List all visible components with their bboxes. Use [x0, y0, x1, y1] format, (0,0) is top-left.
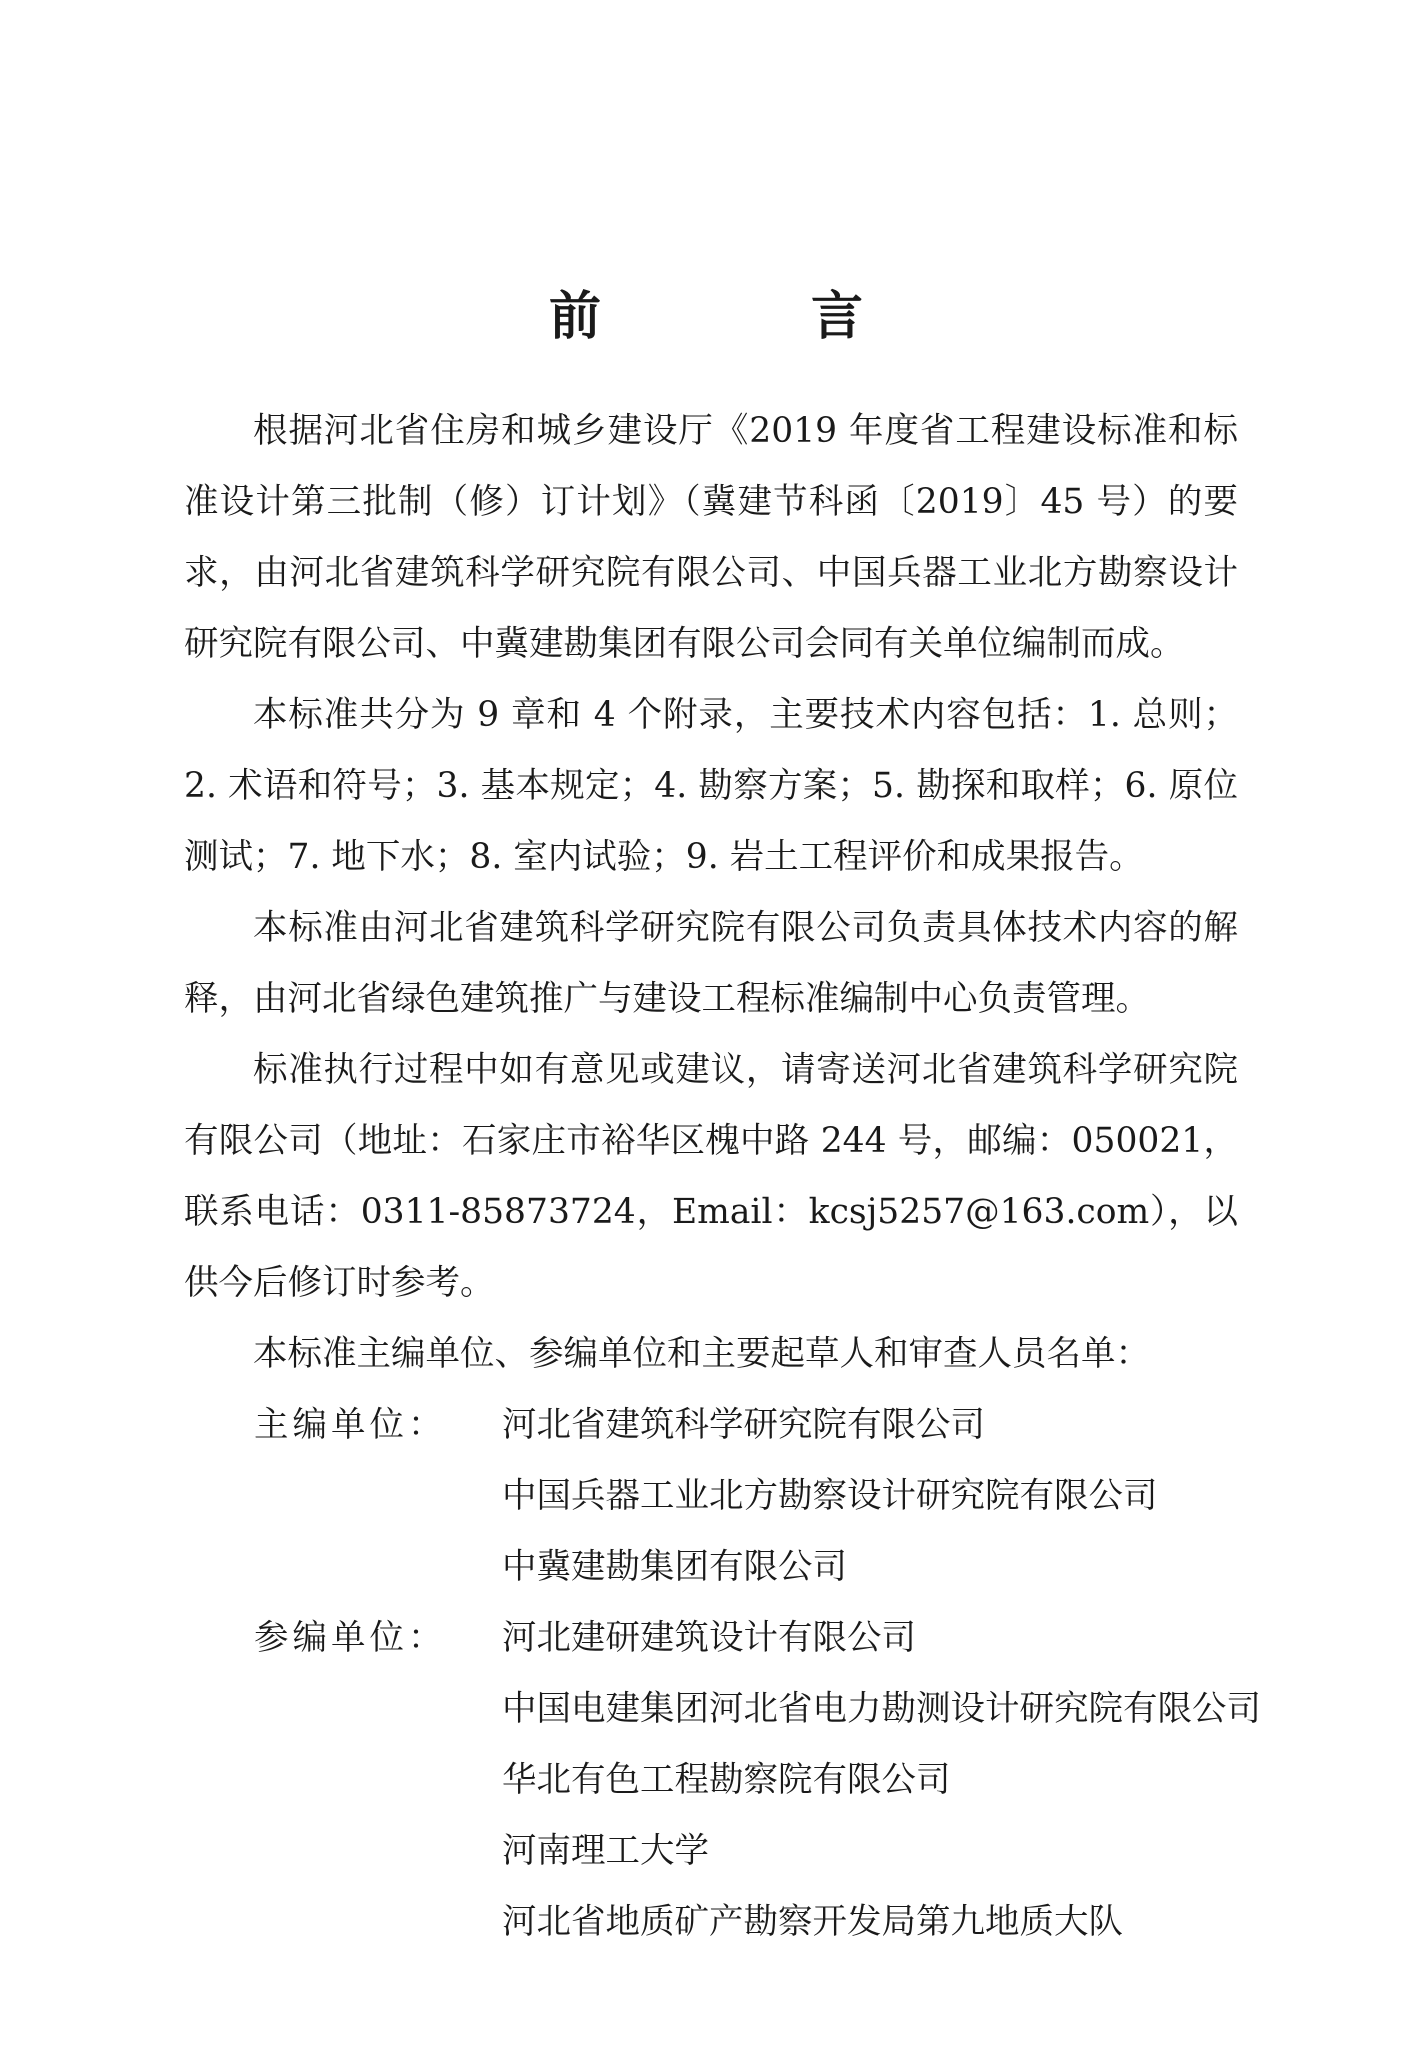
paragraph-units-intro: 本标准主编单位、参编单位和主要起草人和审查人员名单： — [253, 1334, 1150, 1374]
list-item: 河北省建筑科学研究院有限公司 — [502, 1405, 985, 1445]
list-item: 河南理工大学 — [502, 1831, 709, 1871]
participating-units-section — [184, 1603, 1261, 1958]
list-item: 华北有色工程勘察院有限公司 — [502, 1760, 951, 1800]
list-item: 中国电建集团河北省电力勘测设计研究院有限公司 — [502, 1689, 1261, 1729]
chief-units-label: 主编单位： — [254, 1405, 447, 1445]
paragraph-feedback: 标准执行过程中如有意见或建议，请寄送河北省建筑科学研究院有限公司（地址：石家庄市裕华区槐中路 244 号，邮编：050021，联系电话：0311-85873724，Email：kcsj5257@163.com），以供今后修订时参考。 — [184, 1050, 1238, 1303]
preface-body — [184, 396, 1261, 1958]
page-title: 前 言 — [548, 286, 960, 347]
paragraph-basis: 根据河北省住房和城乡建设厅《2019 年度省工程建设标准和标准设计第三批制（修）订计划》（冀建节科函〔2019〕45 号）的要求，由河北省建筑科学研究院有限公司、中国兵器工业北方勘察设计研究院有限公司、中冀建勘集团有限公司会同有关单位编制而成。 — [184, 411, 1238, 664]
paragraph-responsibility: 本标准由河北省建筑科学研究院有限公司负责具体技术内容的解释，由河北省绿色建筑推广与建设工程标准编制中心负责管理。 — [184, 908, 1238, 1019]
list-item: 河北省地质矿产勘察开发局第九地质大队 — [502, 1902, 1123, 1942]
paragraph-contents: 本标准共分为 9 章和 4 个附录，主要技术内容包括：1. 总则；2. 术语和符号；3. 基本规定；4. 勘察方案；5. 勘探和取样；6. 原位测试；7. 地下水；8. 室内试验；9. 岩土工程评价和成果报告。 — [184, 695, 1238, 877]
list-item: 中国兵器工业北方勘察设计研究院有限公司 — [502, 1476, 1158, 1516]
participating-units-label: 参编单位： — [254, 1618, 447, 1658]
chief-units-list — [502, 1390, 1238, 1603]
participating-units-list — [502, 1603, 1261, 1958]
list-item: 河北建研建筑设计有限公司 — [502, 1618, 916, 1658]
chief-units-section — [184, 1390, 1238, 1603]
list-item: 中冀建勘集团有限公司 — [502, 1547, 847, 1587]
